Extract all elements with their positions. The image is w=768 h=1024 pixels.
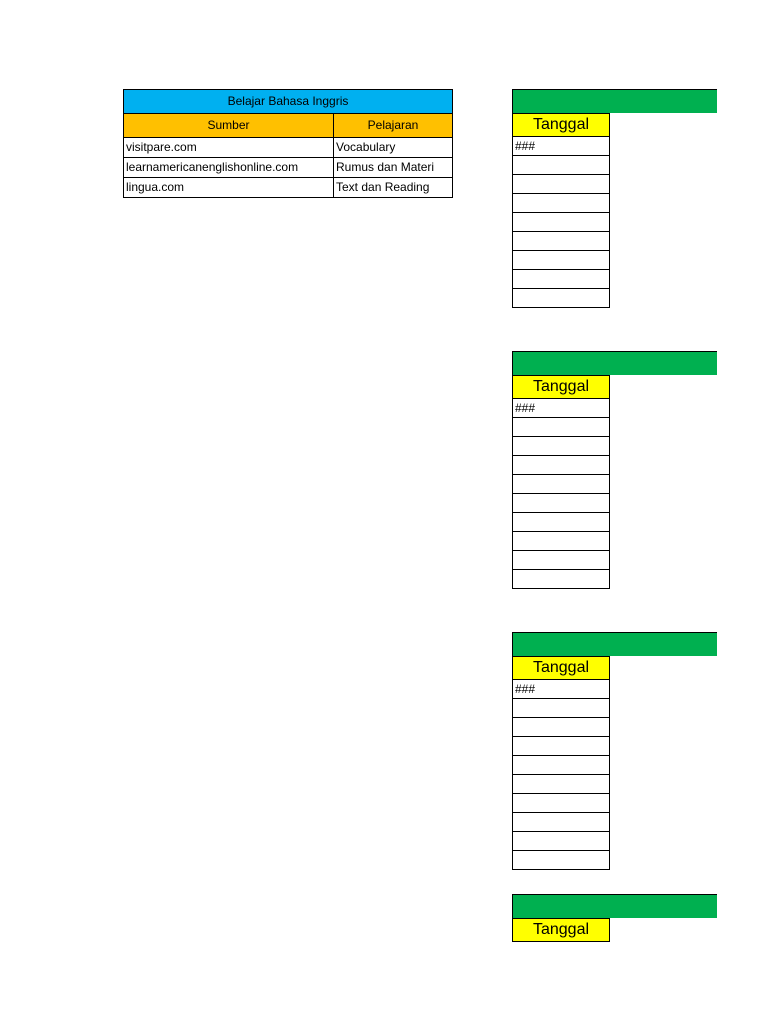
green-header-bar xyxy=(512,894,717,918)
date-cell[interactable] xyxy=(513,532,610,551)
date-table xyxy=(512,375,610,589)
tanggal-header[interactable]: Tanggal xyxy=(513,919,610,942)
table-row xyxy=(124,138,453,158)
cell-sumber[interactable]: visitpare.com xyxy=(124,138,334,158)
table-title-row xyxy=(124,90,453,114)
table-title[interactable]: Belajar Bahasa Inggris xyxy=(124,90,453,114)
table-header-row xyxy=(124,114,453,138)
date-cell[interactable]: ### xyxy=(513,137,610,156)
date-cell[interactable] xyxy=(513,851,610,870)
date-cell[interactable] xyxy=(513,289,610,308)
date-cell[interactable] xyxy=(513,570,610,589)
tanggal-header[interactable]: Tanggal xyxy=(513,376,610,399)
date-cell[interactable]: ### xyxy=(513,399,610,418)
date-cell[interactable] xyxy=(513,794,610,813)
cell-sumber[interactable]: learnamericanenglishonline.com xyxy=(124,158,334,178)
resources-table xyxy=(123,89,453,198)
date-cell[interactable] xyxy=(513,551,610,570)
date-cell[interactable] xyxy=(513,813,610,832)
date-cell[interactable] xyxy=(513,175,610,194)
date-table xyxy=(512,656,610,870)
date-cell[interactable] xyxy=(513,437,610,456)
tanggal-header[interactable]: Tanggal xyxy=(513,657,610,680)
date-block xyxy=(512,894,717,942)
date-cell[interactable]: ### xyxy=(513,680,610,699)
date-cell[interactable] xyxy=(513,251,610,270)
date-cell[interactable] xyxy=(513,832,610,851)
date-cell[interactable] xyxy=(513,475,610,494)
date-cell[interactable] xyxy=(513,418,610,437)
date-cell[interactable] xyxy=(513,232,610,251)
cell-pelajaran[interactable]: Vocabulary xyxy=(334,138,453,158)
date-cell[interactable] xyxy=(513,270,610,289)
cell-sumber[interactable]: lingua.com xyxy=(124,178,334,198)
date-cell[interactable] xyxy=(513,513,610,532)
date-cell[interactable] xyxy=(513,194,610,213)
cell-pelajaran[interactable]: Text dan Reading xyxy=(334,178,453,198)
date-cell[interactable] xyxy=(513,456,610,475)
date-cell[interactable] xyxy=(513,699,610,718)
tanggal-header[interactable]: Tanggal xyxy=(513,114,610,137)
date-block xyxy=(512,632,717,870)
header-pelajaran[interactable]: Pelajaran xyxy=(334,114,453,138)
date-table xyxy=(512,918,610,942)
green-header-bar xyxy=(512,89,717,113)
table-row xyxy=(124,158,453,178)
date-cell[interactable] xyxy=(513,156,610,175)
green-header-bar xyxy=(512,351,717,375)
cell-pelajaran[interactable]: Rumus dan Materi xyxy=(334,158,453,178)
date-cell[interactable] xyxy=(513,213,610,232)
header-sumber[interactable]: Sumber xyxy=(124,114,334,138)
date-cell[interactable] xyxy=(513,737,610,756)
date-cell[interactable] xyxy=(513,718,610,737)
date-table xyxy=(512,113,610,308)
table-row xyxy=(124,178,453,198)
date-cell[interactable] xyxy=(513,494,610,513)
date-cell[interactable] xyxy=(513,775,610,794)
date-block xyxy=(512,351,717,589)
green-header-bar xyxy=(512,632,717,656)
date-cell[interactable] xyxy=(513,756,610,775)
date-block xyxy=(512,89,717,308)
